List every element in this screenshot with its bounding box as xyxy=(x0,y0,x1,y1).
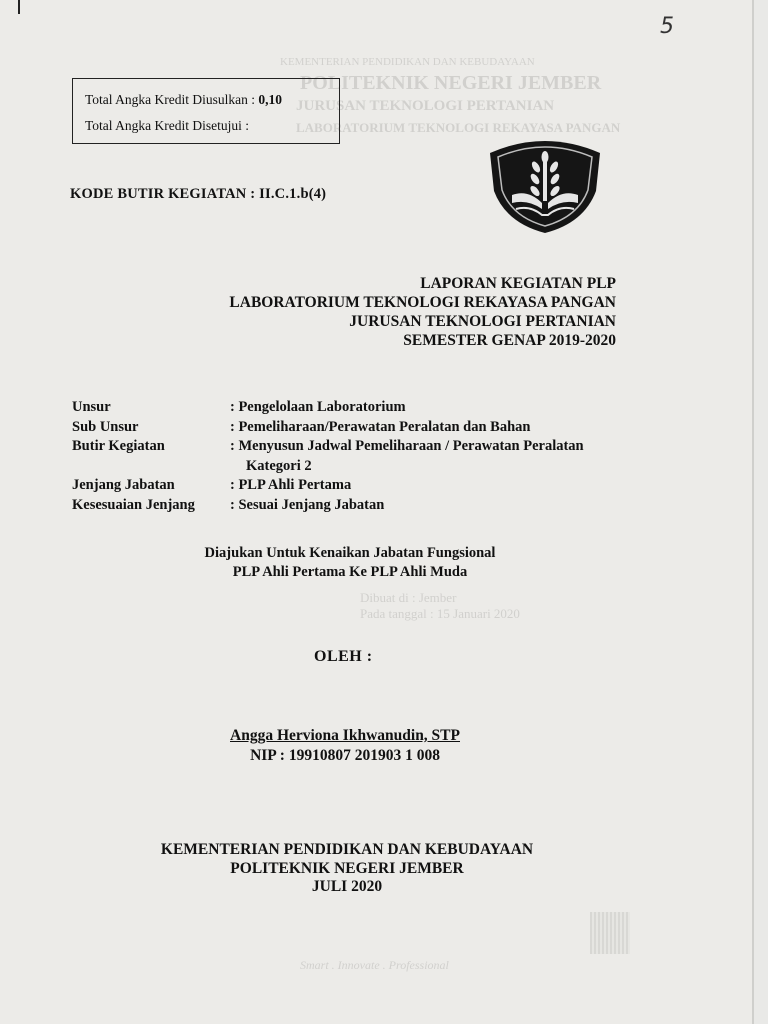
document-date: JULI 2020 xyxy=(311,878,383,895)
author-block xyxy=(0,726,690,766)
show-through-text: Dibuat di : Jember xyxy=(360,590,457,605)
field-row-unsur xyxy=(72,398,584,418)
activity-code: KODE BUTIR KEGIATAN : II.C.1.b(4) xyxy=(70,186,327,202)
show-through-stamp xyxy=(590,912,630,954)
field-label xyxy=(72,457,230,477)
field-row-butir-kegiatan-cont xyxy=(72,457,584,477)
field-value: : Menyusun Jadwal Pemeliharaan / Perawatan Peralatan xyxy=(230,438,584,454)
proposed-credit-label: Total Angka Kredit Diusulkan : xyxy=(85,92,256,107)
institution-polytechnic: POLITEKNIK NEGERI JEMBER xyxy=(230,859,464,877)
show-through-text: KEMENTERIAN PENDIDIKAN DAN KEBUDAYAAN xyxy=(280,56,535,68)
field-value: : Sesuai Jenjang Jabatan xyxy=(230,496,385,513)
institution-block xyxy=(0,841,694,897)
show-through-text: POLITEKNIK NEGERI JEMBER xyxy=(300,72,602,94)
submission-line-2: PLP Ahli Pertama Ke PLP Ahli Muda xyxy=(232,564,468,580)
field-row-kesesuaian-jenjang xyxy=(72,496,584,516)
credit-score-box xyxy=(72,78,340,144)
field-label: Unsur xyxy=(72,399,111,415)
page-number: 5 xyxy=(660,14,674,39)
heading-line-report: LAPORAN KEGIATAN PLP xyxy=(420,275,616,292)
proposed-credit-row xyxy=(85,87,339,113)
scan-corner-mark xyxy=(18,0,20,14)
show-through-text: Smart . Innovate . Professional xyxy=(300,958,449,972)
field-row-jenjang-jabatan xyxy=(72,476,584,496)
submission-purpose xyxy=(0,544,700,582)
author-nip: NIP : 19910807 201903 1 008 xyxy=(250,747,440,764)
heading-line-semester: SEMESTER GENAP 2019-2020 xyxy=(403,332,616,349)
by-label: OLEH : xyxy=(314,648,373,665)
proposed-credit-value: 0,10 xyxy=(258,92,283,107)
heading-line-department: JURUSAN TEKNOLOGI PERTANIAN xyxy=(349,313,616,330)
field-row-sub-unsur xyxy=(72,418,584,438)
approved-credit-label: Total Angka Kredit Disetujui : xyxy=(85,118,250,133)
heading-line-laboratory: LABORATORIUM TEKNOLOGI REKAYASA PANGAN xyxy=(229,294,616,311)
activity-fields xyxy=(72,398,584,515)
field-label: Kesesuaian Jenjang xyxy=(72,496,195,513)
field-value: : PLP Ahli Pertama xyxy=(230,477,352,493)
field-row-butir-kegiatan xyxy=(72,437,584,457)
show-through-text: Pada tanggal : 15 Januari 2020 xyxy=(360,606,520,621)
field-label: Butir Kegiatan xyxy=(72,438,165,454)
report-heading xyxy=(229,274,616,350)
show-through-text: LABORATORIUM TEKNOLOGI REKAYASA PANGAN xyxy=(296,120,621,135)
field-value: : Pemeliharaan/Perawatan Peralatan dan Bahan xyxy=(230,418,531,435)
field-value: : Pengelolaan Laboratorium xyxy=(230,399,406,415)
show-through-text: JURUSAN TEKNOLOGI PERTANIAN xyxy=(296,98,555,114)
polije-logo-icon xyxy=(484,135,606,235)
field-label: Jenjang Jabatan xyxy=(72,477,175,493)
field-value: Kategori 2 xyxy=(246,457,312,474)
institution-ministry: KEMENTERIAN PENDIDIKAN DAN KEBUDAYAAN xyxy=(160,841,534,858)
approved-credit-row xyxy=(85,113,339,139)
author-name: Angga Herviona Ikhwanudin, STP xyxy=(230,727,460,744)
submission-line-1: Diajukan Untuk Kenaikan Jabatan Fungsional xyxy=(204,545,496,561)
field-label: Sub Unsur xyxy=(72,418,139,435)
